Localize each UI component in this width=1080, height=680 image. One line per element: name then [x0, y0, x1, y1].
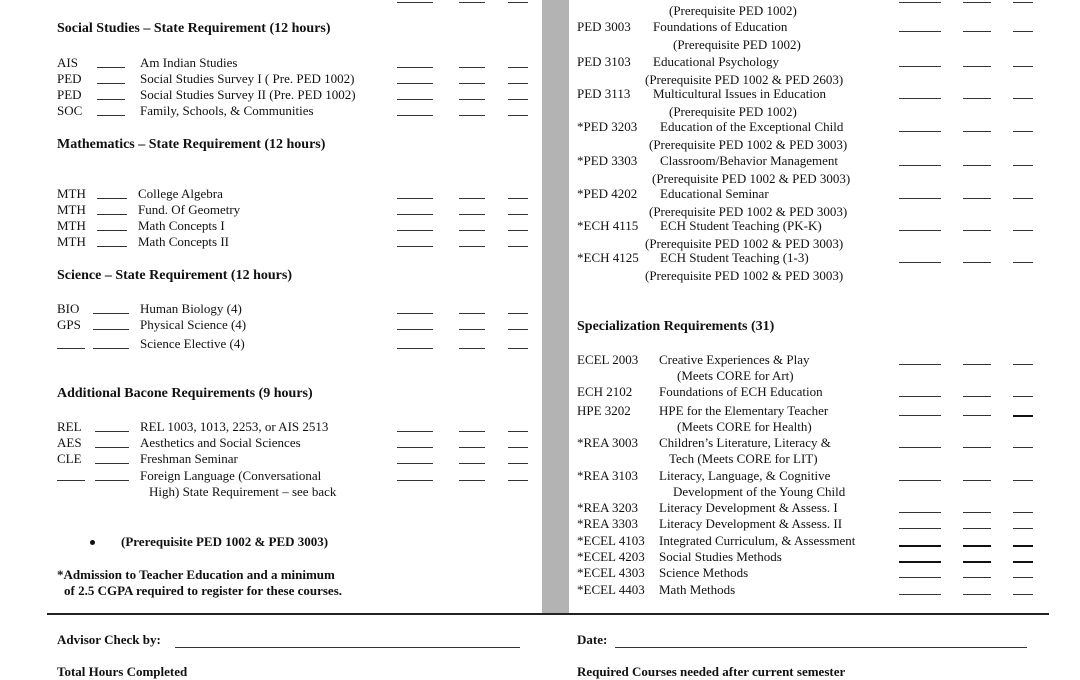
credit-blank[interactable] — [1013, 2, 1033, 3]
course-row — [577, 384, 1037, 400]
grade-blank[interactable] — [397, 463, 433, 464]
credit-blank[interactable] — [508, 99, 528, 100]
course-row — [577, 153, 1037, 169]
course-code: PED 3113 — [577, 86, 631, 101]
course-row — [577, 86, 1037, 102]
grade-blank[interactable] — [899, 230, 941, 231]
course-row — [577, 500, 1037, 516]
grade-blank[interactable] — [899, 528, 941, 529]
grade-blank[interactable] — [899, 165, 941, 166]
credit-blank[interactable] — [1013, 31, 1033, 32]
course-prefix-blank[interactable] — [57, 480, 85, 481]
course-row — [577, 468, 1037, 484]
credit-blank[interactable] — [1013, 545, 1033, 547]
course-number-blank[interactable] — [93, 348, 129, 349]
advisor-signature-line[interactable] — [175, 647, 520, 648]
course-code: *ECEL 4103 — [577, 533, 645, 548]
term-blank[interactable] — [459, 2, 485, 3]
course-row — [577, 533, 1037, 549]
course-row — [577, 19, 1037, 35]
course-number-blank[interactable] — [93, 329, 129, 330]
term-blank[interactable] — [459, 431, 485, 432]
grade-blank[interactable] — [899, 415, 941, 416]
course-code: *PED 4202 — [577, 186, 638, 201]
grade-blank[interactable] — [397, 313, 433, 314]
admission-note-line-2: of 2.5 CGPA required to register for these courses. — [64, 583, 343, 598]
grade-blank[interactable] — [397, 480, 433, 481]
term-blank[interactable] — [963, 262, 991, 263]
course-code: *REA 3203 — [577, 500, 639, 515]
term-blank[interactable] — [459, 67, 485, 68]
course-number-blank[interactable] — [95, 447, 129, 448]
course-code: PED 3103 — [577, 54, 631, 69]
course-code: *REA 3003 — [577, 435, 639, 450]
course-code: PED 3003 — [577, 19, 631, 34]
term-blank[interactable] — [459, 246, 485, 247]
course-name: Creative Experiences & Play — [659, 352, 810, 367]
course-code: MTH — [57, 202, 86, 217]
grade-blank[interactable] — [899, 262, 941, 263]
term-blank[interactable] — [963, 230, 991, 231]
course-name: Freshman Seminar — [140, 451, 238, 466]
term-blank[interactable] — [459, 313, 485, 314]
credit-blank[interactable] — [1013, 512, 1033, 513]
course-row — [57, 87, 537, 103]
grade-blank[interactable] — [397, 83, 433, 84]
course-code: *ECH 4115 — [577, 218, 639, 233]
course-name: Social Studies Survey II (Pre. PED 1002) — [140, 87, 356, 102]
course-row — [57, 468, 537, 484]
credit-blank[interactable] — [508, 447, 528, 448]
credit-blank[interactable] — [1013, 528, 1033, 529]
course-name: ECH Student Teaching (PK-K) — [660, 218, 822, 233]
grade-blank[interactable] — [899, 561, 941, 563]
credit-blank[interactable] — [508, 198, 528, 199]
term-blank[interactable] — [963, 364, 991, 365]
credit-blank[interactable] — [1013, 415, 1033, 417]
course-name: Educational Psychology — [653, 54, 780, 69]
course-name: Science Elective (4) — [140, 336, 245, 351]
footer-rule — [47, 613, 1049, 615]
course-note: (Meets CORE for Health) — [677, 419, 812, 434]
course-name: Literacy Development & Assess. II — [659, 516, 843, 531]
credit-blank[interactable] — [508, 431, 528, 432]
course-row — [57, 336, 537, 352]
foreign-language-continuation: High) State Requirement – see back — [149, 484, 337, 499]
center-divider-bar — [542, 0, 569, 614]
credit-blank[interactable] — [1013, 480, 1033, 481]
course-number-blank[interactable] — [97, 230, 127, 231]
term-blank[interactable] — [459, 480, 485, 481]
grade-blank[interactable] — [397, 67, 433, 68]
admission-note-line-1: *Admission to Teacher Education and a minimum — [57, 567, 335, 582]
grade-blank[interactable] — [899, 364, 941, 365]
top-prerequisite: (Prerequisite PED 1002) — [669, 3, 797, 18]
grade-blank[interactable] — [397, 447, 433, 448]
course-name: Am Indian Studies — [140, 55, 238, 70]
course-row — [577, 435, 1037, 451]
course-number-blank[interactable] — [95, 431, 129, 432]
grade-blank[interactable] — [899, 545, 941, 547]
course-name: Physical Science (4) — [140, 317, 247, 332]
credit-blank[interactable] — [508, 67, 528, 68]
term-blank[interactable] — [963, 396, 991, 397]
credit-blank[interactable] — [1013, 230, 1033, 231]
course-prerequisite: (Prerequisite PED 1002 & PED 3003) — [645, 268, 844, 283]
grade-blank[interactable] — [397, 230, 433, 231]
grade-blank[interactable] — [899, 577, 941, 578]
term-blank[interactable] — [963, 415, 991, 416]
specialization-title: Specialization Requirements (31) — [577, 319, 775, 334]
grade-blank[interactable] — [397, 431, 433, 432]
course-name: Multicultural Issues in Education — [653, 86, 826, 101]
course-name: Social Studies Methods — [659, 549, 782, 564]
term-blank[interactable] — [963, 480, 991, 481]
credit-blank[interactable] — [508, 83, 528, 84]
course-row — [57, 419, 537, 435]
term-blank[interactable] — [963, 447, 991, 448]
credit-blank[interactable] — [1013, 131, 1033, 132]
grade-blank[interactable] — [899, 512, 941, 513]
course-name: Human Biology (4) — [140, 301, 242, 316]
course-name: Foreign Language (Conversational — [140, 468, 322, 483]
advisor-check-label: Advisor Check by: — [57, 632, 161, 647]
course-name: Family, Schools, & Communities — [140, 103, 314, 118]
course-name: Literacy, Language, & Cognitive — [659, 468, 831, 483]
credit-blank[interactable] — [508, 115, 528, 116]
credit-blank[interactable] — [508, 214, 528, 215]
left-partial-row — [57, 0, 537, 6]
term-blank[interactable] — [459, 348, 485, 349]
course-code: PED — [57, 71, 82, 86]
course-row — [57, 435, 537, 451]
term-blank[interactable] — [459, 83, 485, 84]
course-name: Classroom/Behavior Management — [660, 153, 838, 168]
course-code: AIS — [57, 55, 78, 70]
course-row — [57, 234, 537, 250]
term-blank[interactable] — [963, 512, 991, 513]
course-name: Education of the Exceptional Child — [660, 119, 844, 134]
credit-blank[interactable] — [508, 480, 528, 481]
bacone-title: Additional Bacone Requirements (9 hours) — [57, 386, 313, 401]
course-row — [577, 582, 1037, 598]
right-partial-row — [577, 0, 1037, 6]
grade-blank[interactable] — [397, 329, 433, 330]
credit-blank[interactable] — [1013, 198, 1033, 199]
course-row — [57, 55, 537, 71]
grade-blank[interactable] — [899, 594, 941, 595]
course-code: *ECEL 4403 — [577, 582, 645, 597]
course-row — [577, 516, 1037, 532]
course-code: SOC — [57, 103, 83, 118]
credit-blank[interactable] — [1013, 98, 1033, 99]
grade-blank[interactable] — [899, 480, 941, 481]
course-prerequisite: (Prerequisite PED 1002 & PED 3003) — [649, 137, 848, 152]
grade-blank[interactable] — [899, 198, 941, 199]
course-code: *ECEL 4203 — [577, 549, 645, 564]
course-row — [577, 549, 1037, 565]
course-row — [57, 301, 537, 317]
mathematics-title: Mathematics – State Requirement (12 hours) — [57, 137, 326, 152]
course-prerequisite: (Prerequisite PED 1002 & PED 3003) — [645, 236, 844, 251]
term-blank[interactable] — [963, 131, 991, 132]
credit-blank[interactable] — [1013, 594, 1033, 595]
bullet-icon — [90, 540, 95, 545]
course-row — [57, 218, 537, 234]
course-row — [57, 451, 537, 467]
total-hours-label: Total Hours Completed — [57, 664, 188, 679]
course-code: GPS — [57, 317, 81, 332]
course-number-blank[interactable] — [93, 313, 129, 314]
course-note: (Meets CORE for Art) — [677, 368, 794, 383]
course-name: REL 1003, 1013, 2253, or AIS 2513 — [140, 419, 329, 434]
course-number-blank[interactable] — [97, 246, 127, 247]
grade-blank[interactable] — [899, 396, 941, 397]
term-blank[interactable] — [459, 230, 485, 231]
course-name: HPE for the Elementary Teacher — [659, 403, 829, 418]
date-line[interactable] — [615, 647, 1027, 648]
credit-blank[interactable] — [508, 348, 528, 349]
credit-blank[interactable] — [508, 230, 528, 231]
course-row — [577, 352, 1037, 368]
course-number-blank[interactable] — [97, 214, 127, 215]
course-number-blank[interactable] — [95, 463, 129, 464]
term-blank[interactable] — [963, 31, 991, 32]
course-code: *REA 3103 — [577, 468, 639, 483]
grade-blank[interactable] — [397, 246, 433, 247]
term-blank[interactable] — [963, 577, 991, 578]
grade-blank[interactable] — [397, 214, 433, 215]
term-blank[interactable] — [459, 463, 485, 464]
course-row — [577, 250, 1037, 266]
credit-blank[interactable] — [508, 246, 528, 247]
course-code: *ECH 4125 — [577, 250, 639, 265]
course-code: HPE 3202 — [577, 403, 631, 418]
term-blank[interactable] — [459, 115, 485, 116]
course-name: Foundations of ECH Education — [659, 384, 823, 399]
course-row — [577, 565, 1037, 581]
course-name: Fund. Of Geometry — [138, 202, 241, 217]
course-code: *PED 3203 — [577, 119, 638, 134]
grade-blank[interactable] — [899, 98, 941, 99]
credit-blank[interactable] — [508, 2, 528, 3]
course-prefix-blank[interactable] — [57, 348, 85, 349]
grade-blank[interactable] — [397, 2, 433, 3]
course-code: AES — [57, 435, 82, 450]
term-blank[interactable] — [459, 214, 485, 215]
course-number-blank[interactable] — [97, 99, 125, 100]
term-blank[interactable] — [963, 198, 991, 199]
term-blank[interactable] — [459, 329, 485, 330]
course-code: CLE — [57, 451, 82, 466]
course-name: Children’s Literature, Literacy & — [659, 435, 831, 450]
term-blank[interactable] — [963, 594, 991, 595]
course-row — [577, 186, 1037, 202]
course-name: Social Studies Survey I ( Pre. PED 1002) — [140, 71, 355, 86]
course-name: Literacy Development & Assess. I — [659, 500, 838, 515]
course-row — [57, 103, 537, 119]
grade-blank[interactable] — [899, 447, 941, 448]
social-studies-title: Social Studies – State Requirement (12 hours) — [57, 21, 331, 36]
course-number-blank[interactable] — [95, 480, 129, 481]
required-courses-label: Required Courses needed after current semester — [577, 664, 846, 679]
term-blank[interactable] — [963, 98, 991, 99]
course-row — [57, 71, 537, 87]
course-row — [577, 54, 1037, 70]
course-code: MTH — [57, 234, 86, 249]
term-blank[interactable] — [459, 447, 485, 448]
credit-blank[interactable] — [1013, 577, 1033, 578]
term-blank[interactable] — [963, 528, 991, 529]
course-code: ECH 2102 — [577, 384, 633, 399]
course-number-blank[interactable] — [97, 67, 125, 68]
course-number-blank[interactable] — [97, 115, 125, 116]
grade-blank[interactable] — [397, 99, 433, 100]
course-code: *REA 3303 — [577, 516, 639, 531]
course-prerequisite: (Prerequisite PED 1002) — [669, 104, 797, 119]
course-row — [57, 186, 537, 202]
term-blank[interactable] — [963, 545, 991, 547]
course-number-blank[interactable] — [97, 198, 127, 199]
course-name: College Algebra — [138, 186, 223, 201]
science-title: Science – State Requirement (12 hours) — [57, 268, 292, 283]
credit-blank[interactable] — [508, 329, 528, 330]
course-name: Foundations of Education — [653, 19, 788, 34]
course-name: Educational Seminar — [660, 186, 769, 201]
credit-blank[interactable] — [1013, 447, 1033, 448]
course-name: ECH Student Teaching (1-3) — [660, 250, 809, 265]
grade-blank[interactable] — [397, 198, 433, 199]
course-code: *ECEL 4303 — [577, 565, 645, 580]
course-prerequisite: (Prerequisite PED 1002 & PED 3003) — [652, 171, 851, 186]
credit-blank[interactable] — [508, 313, 528, 314]
course-code: REL — [57, 419, 82, 434]
course-code: MTH — [57, 218, 86, 233]
date-label: Date: — [577, 632, 608, 647]
term-blank[interactable] — [963, 561, 991, 563]
course-code: BIO — [57, 301, 80, 316]
credit-blank[interactable] — [508, 463, 528, 464]
credit-blank[interactable] — [1013, 561, 1033, 563]
credit-blank[interactable] — [1013, 165, 1033, 166]
course-code: MTH — [57, 186, 86, 201]
grade-blank[interactable] — [397, 348, 433, 349]
course-row — [577, 119, 1037, 135]
grade-blank[interactable] — [899, 66, 941, 67]
course-row — [577, 403, 1037, 419]
course-prerequisite: (Prerequisite PED 1002 & PED 2603) — [645, 72, 844, 87]
course-note: Development of the Young Child — [673, 484, 846, 499]
term-blank[interactable] — [963, 66, 991, 67]
course-row — [577, 218, 1037, 234]
grade-blank[interactable] — [397, 115, 433, 116]
course-name: Aesthetics and Social Sciences — [140, 435, 301, 450]
course-name: Science Methods — [659, 565, 749, 580]
grade-blank[interactable] — [899, 2, 941, 3]
course-prerequisite: (Prerequisite PED 1002) — [673, 37, 801, 52]
course-note: Tech (Meets CORE for LIT) — [669, 451, 818, 466]
grade-blank[interactable] — [899, 31, 941, 32]
course-name: Math Concepts I — [138, 218, 225, 233]
term-blank[interactable] — [459, 198, 485, 199]
credit-blank[interactable] — [1013, 262, 1033, 263]
course-name: Integrated Curriculum, & Assessment — [659, 533, 856, 548]
course-prerequisite: (Prerequisite PED 1002 & PED 3003) — [649, 204, 848, 219]
course-name: Math Methods — [659, 582, 736, 597]
term-blank[interactable] — [459, 99, 485, 100]
credit-blank[interactable] — [1013, 396, 1033, 397]
grade-blank[interactable] — [899, 131, 941, 132]
prerequisite-note: (Prerequisite PED 1002 & PED 3003) — [121, 534, 329, 549]
course-code: PED — [57, 87, 82, 102]
course-row — [57, 202, 537, 218]
course-number-blank[interactable] — [97, 83, 125, 84]
course-code: ECEL 2003 — [577, 352, 639, 367]
term-blank[interactable] — [963, 2, 991, 3]
term-blank[interactable] — [963, 165, 991, 166]
course-name: Math Concepts II — [138, 234, 229, 249]
credit-blank[interactable] — [1013, 66, 1033, 67]
course-code: *PED 3303 — [577, 153, 638, 168]
course-row — [57, 317, 537, 333]
credit-blank[interactable] — [1013, 364, 1033, 365]
